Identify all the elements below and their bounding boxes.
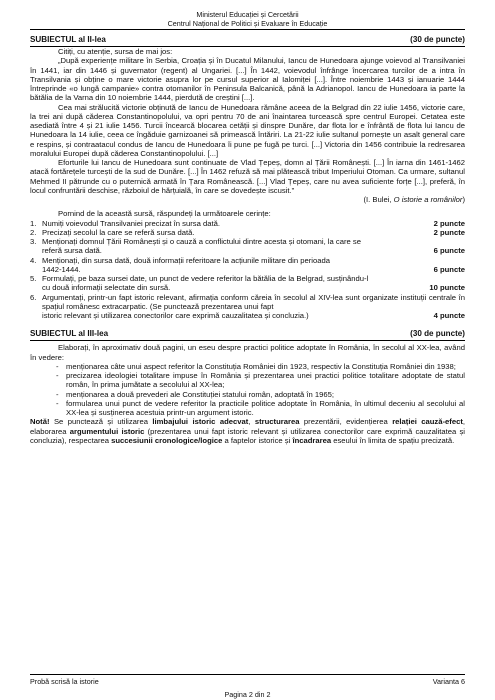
requirement-item: - formularea unui punct de vedere referitor la practicile politice adoptate în România, în ultimul deceniu al secolului al XX-lea și susținerea acestuia printr-un argument istoric. (56, 398, 465, 417)
section2-intro: Citiți, cu atenție, sursa de mai jos: (58, 47, 173, 56)
section3-intro: Elaborați, în aproximativ două pagini, un eseu despre practici politice adoptate în România, în secolul al XX-lea, având în vedere: (30, 343, 465, 362)
header-rule (30, 29, 465, 30)
requirement-text: menționarea câte unui aspect referitor la Constituția României din 1923, respectiv la Constituția României din 1938; (66, 361, 456, 371)
note-body (30, 417, 465, 445)
question-2 (30, 228, 465, 237)
note-fragment: , (248, 417, 255, 427)
page-footer (30, 674, 465, 686)
question-points: 2 puncte (433, 218, 465, 228)
section3-heading (30, 329, 465, 341)
essay-requirements (30, 362, 465, 418)
question-points: 6 puncte (433, 264, 465, 274)
question-points: 6 puncte (433, 246, 465, 256)
question-number: 1. (30, 218, 37, 228)
section3-title: SUBIECTUL al III-lea (30, 329, 109, 339)
question-text: Formulați, pe baza sursei date, un punct de vedere referitor la bătălia de la Belgrad, susținându-l (42, 274, 369, 283)
question-text-cont: istoric relevant și utilizarea conectorilor care exprimă cauzalitatea și concluzia.) (42, 311, 309, 320)
question-text: Argumentați, printr-un fapt istoric relevant, afirmația conform căreia în secolul al XIV-lea sunt organizate instituții centrale în spațiul românesc extracarpatic. (Se punctează prezentarea unui fapt (42, 292, 465, 311)
question-text-cont: 1442-1444. (42, 264, 81, 274)
question-number: 3. (30, 237, 37, 246)
page-number: Pagina 2 din 2 (224, 690, 271, 699)
section2-title: SUBIECTUL al II-lea (30, 35, 106, 44)
requirement-item: - menționarea a două prevederi ale Constituției statului român, adoptată în 1965; (30, 390, 465, 399)
footer-variant: Varianta 6 (432, 677, 465, 686)
note-fragment: succesiunii cronologice/logice (111, 435, 223, 445)
questions-block (30, 209, 465, 320)
note-fragment: Se punctează și utilizarea (49, 417, 153, 427)
question-text-cont: cu două informații selectate din sursă. (42, 283, 171, 293)
note-fragment: a faptelor istorice și (222, 435, 293, 445)
question-points: 10 puncte (429, 283, 465, 293)
note-fragment: limbajului istoric adecvat (152, 417, 249, 427)
footer-exam-name: Probă scrisă la istorie (30, 677, 99, 686)
requirement-text: menționarea a două prevederi ale Constituției statului român, adoptată în 1965; (66, 389, 335, 399)
citation-author: (I. Bulei, (363, 195, 394, 204)
question-text: Menționați, din sursa dată, două informații referitoare la acțiunile militare din perioada (42, 255, 330, 265)
note-label: Notă! (30, 417, 50, 427)
note-fragment: relației cauză-efect (392, 417, 463, 427)
section3-points: (30 de puncte) (410, 329, 465, 339)
question-number: 4. (30, 255, 37, 265)
exam-page (30, 10, 465, 445)
question-number: 5. (30, 274, 37, 283)
note-fragment: structurarea (254, 417, 300, 427)
essay-note (30, 417, 465, 445)
citation-end: ) (462, 195, 465, 204)
question-number: 2. (30, 227, 37, 237)
center-name: Centrul Național de Politici și Evaluare în Educație (167, 19, 328, 28)
question-1 (30, 219, 465, 228)
question-3 (30, 237, 465, 256)
source-paragraph-3: Eforturile lui Iancu de Hunedoara sunt continuate de Vlad Țepeș, domn al Țării Românești. [...] În iarna din 1461-1462 atacă fortărețele turcești de la sud de Dunăre. [...] În 1462 refuză să mai plătească tribut Imperiului Otoman. Ca urmare, sultanul Mehmed II pătrunde cu o puternică armată în Țara Românească. [...] Vlad Țepeș, care nu avea suficiente forțe [...], preferă, în locul confruntării deschise, războiul de hărțuială, în care se dovedește iscusit.” (30, 158, 465, 195)
source-citation (30, 195, 465, 204)
question-points: 2 puncte (433, 227, 465, 237)
question-4 (30, 256, 465, 275)
question-6 (30, 293, 465, 321)
note-fragment: argumentului istoric (69, 426, 145, 436)
question-text-cont: referă sursa dată. (42, 246, 102, 256)
note-fragment: (prezentarea unui fapt istoric relevant și utilizarea conectorilor care exprimă cauzalitatea și concluzia), respectarea (30, 426, 465, 445)
question-text: Numiți voievodul Transilvaniei precizat în sursa dată. (42, 218, 220, 228)
requirement-item: - menționarea câte unui aspect referitor la Constituția României din 1923, respectiv la Constituția României din 1938; (30, 362, 465, 371)
section2-points: (30 de puncte) (410, 35, 465, 44)
section2-heading (30, 35, 465, 47)
source-paragraph-2: Cea mai strălucită victorie obținută de Iancu de Hunedoara rămâne aceea de la Belgrad din 22 iulie 1456, victorie care, la trei ani după căderea Constantinopolului, va opri pentru 70 de ani înaintarea turcească spre centrul Europei. Cetatea este asediată între 4 și 21 iulie 1456. Turcii încearcă blocarea cetății și dinspre Dunăre, dar flota lor e înfrântă de flota lui Iancu de Hunedoara la 14 iulie, ceea ce îngăduie garnizoanei să primească întăriri. La 21-22 iulie sultanul pornește un asalt general care e respins, și contraatacul condus de Iancu de Hunedoara îi pune pe fugă pe turci. [...] Victoria din 1456 contribuie la redresarea moralului Europei după căderea Constantinopolului. [...] (30, 102, 465, 158)
requirement-text: formularea unui punct de vedere referitor la practicile politice adoptate în România, în ultimul deceniu al secolului al XX-lea și susținerea acestuia printr-un argument istoric. (66, 398, 465, 417)
note-fragment: încadrarea (292, 435, 332, 445)
question-5 (30, 274, 465, 293)
note-fragment: prezentării, evidențierea (299, 417, 393, 427)
note-fragment: , elaborarea (30, 417, 466, 436)
question-number: 6. (30, 292, 37, 302)
question-text: Menționați domnul Țării Românești și o cauză a conflictului dintre acesta și otomani, la care se (42, 237, 361, 246)
document-header (30, 10, 465, 30)
ministry-name: Ministerul Educației și Cercetării (196, 10, 299, 19)
requirement-item: - precizarea ideologiei totalitare impuse în România și prezentarea unei practici politice totalitare adoptate de statul român, în prima jumătate a secolului al XX-lea; (56, 371, 465, 390)
questions-prompt: Pornind de la această sursă, răspundeți la următoarele cerințe: (58, 209, 271, 219)
question-text: Precizați secolul la care se referă sursa dată. (42, 227, 195, 237)
note-fragment: eseului în limita de spațiu precizată. (331, 435, 455, 445)
source-paragraph-1: „După experiențe militare în Serbia, Croația și în Ducatul Milanului, Iancu de Hunedoara ajunge voievod al Transilvaniei în 1441, iar din 1446 și guvernator (regent) al Ungariei. [...] În 1442, voievodul înfrânge încercarea turcilor de a intra în Transilvania și obține o mare victorie asupra lor pe cursul superior al Ialomiței [...]. Între noiembrie 1443 și ianuarie 1444 întreprinde «o lungă campanie» contra otomanilor în Peninsula Balcanică, până la Adrianopol. Iancu de Hunedoara ia parte la bătălia de la Varna din 10 noiembrie 1444, pierdută de creștini [...]. (30, 56, 465, 103)
requirement-text: precizarea ideologiei totalitare impuse în România și prezentarea unei practici politice totalitare adoptate de statul român, în prima jumătate a secolului al XX-lea; (66, 371, 465, 390)
question-points: 4 puncte (433, 311, 465, 320)
citation-title: O istorie a românilor (393, 195, 463, 204)
